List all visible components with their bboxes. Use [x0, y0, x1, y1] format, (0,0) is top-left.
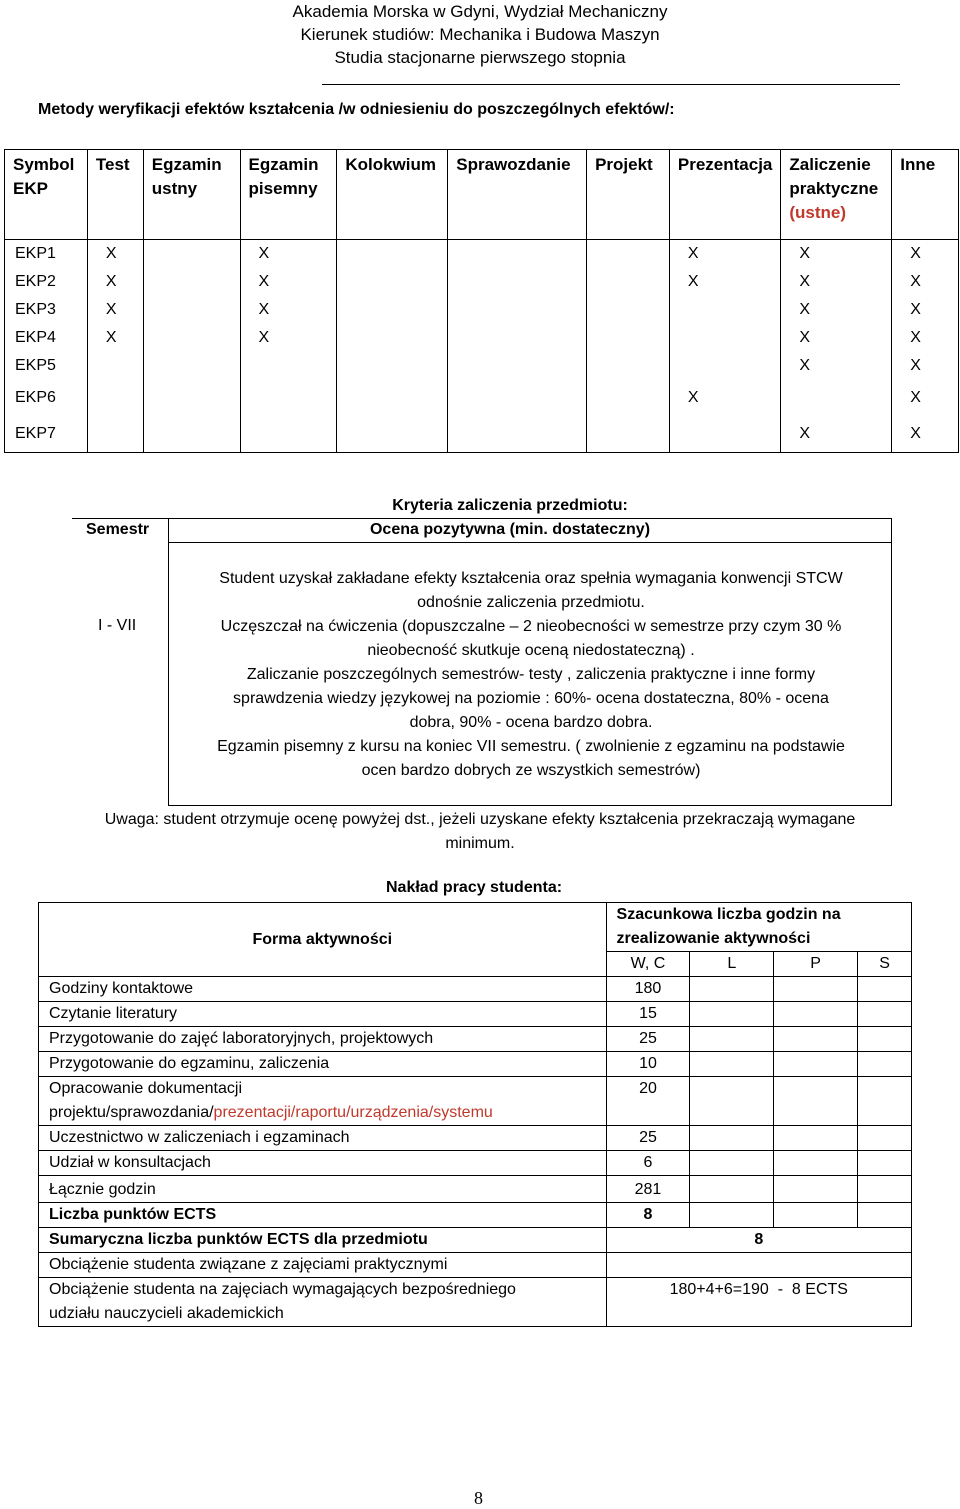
ekp-mark: X: [781, 352, 892, 380]
criteria-line: [168, 518, 169, 806]
subhdr-l: L: [690, 952, 774, 977]
ekp-mark: X: [669, 380, 781, 416]
criteria-line-text: ocen bardzo dobrych ze wszystkich semestrów): [361, 762, 701, 779]
ekp-mark: X: [240, 324, 337, 352]
subhdr-s: S: [858, 952, 912, 977]
ekp-symbol: EKP6: [5, 380, 88, 416]
ekp-mark: X: [240, 296, 337, 324]
col-colloquium: Kolokwium: [337, 150, 448, 240]
ekp-mark: [448, 324, 587, 352]
ekp-mark: X: [781, 416, 892, 453]
ekp-mark: [448, 296, 587, 324]
ekp-mark: [669, 296, 781, 324]
ekp-mark: [143, 296, 240, 324]
criteria-line: [168, 518, 892, 519]
col-symbol: Symbol EKP: [5, 150, 88, 240]
col-written-exam: Egzamin pisemny: [240, 150, 337, 240]
subhdr-wc: W, C: [606, 952, 690, 977]
ekp-mark: [143, 268, 240, 296]
ekp-mark: [448, 352, 587, 380]
ekp-mark: [669, 416, 781, 453]
ekp-mark: X: [892, 296, 959, 324]
ekp-mark: X: [87, 240, 143, 269]
table-row: [5, 352, 959, 380]
header-line-3: Studia stacjonarne pierwszego stopnia: [334, 48, 626, 67]
ekp-mark: [143, 352, 240, 380]
ekp-symbol: EKP2: [5, 268, 88, 296]
ekp-mark: [587, 268, 670, 296]
header-line-1: Akademia Morska w Gdyni, Wydział Mechaniczny: [292, 2, 668, 21]
criteria-subtitle: Ocena pozytywna (min. dostateczny): [369, 521, 651, 538]
table-row: Opracowanie dokumentacji projektu/sprawozdania/prezentacji/raportu/urządzenia/systemu 20: [39, 1077, 912, 1126]
ekp-mark: X: [781, 240, 892, 269]
ekp-symbol: EKP3: [5, 296, 88, 324]
header-line-2: Kierunek studiów: Mechanika i Budowa Maszyn: [300, 25, 660, 44]
table-row: Sumaryczna liczba punktów ECTS dla przedmiotu 8: [39, 1228, 912, 1253]
ekp-mark: [587, 240, 670, 269]
ekp-mark: [143, 380, 240, 416]
ekp-mark: [587, 324, 670, 352]
ekp-mark: X: [781, 324, 892, 352]
ekp-mark: [143, 324, 240, 352]
col-practical: Zaliczenie praktyczne (ustne): [781, 150, 892, 240]
ekp-mark: [587, 416, 670, 453]
ekp-symbol: EKP7: [5, 416, 88, 453]
table-row: Czytanie literatury 15: [39, 1002, 912, 1027]
ekp-mark: [337, 268, 448, 296]
ekp-mark: X: [669, 240, 781, 269]
criteria-body: [172, 567, 890, 783]
ekp-mark: [337, 296, 448, 324]
col-project: Projekt: [587, 150, 670, 240]
ekp-mark: X: [781, 268, 892, 296]
ekp-mark: [669, 324, 781, 352]
ekp-mark: [781, 380, 892, 416]
ekp-mark: [240, 352, 337, 380]
criteria-line-text: nieobecność skutkuje oceną niedostateczną) .: [367, 642, 695, 659]
ekp-mark: [143, 240, 240, 269]
col-test: Test: [87, 150, 143, 240]
doc-label: Opracowanie dokumentacji projektu/sprawozdania/prezentacji/raportu/urządzenia/systemu: [39, 1077, 607, 1126]
ekp-mark: [587, 352, 670, 380]
ekp-mark: [587, 296, 670, 324]
criteria-line-text: Uczęszczał na ćwiczenia (dopuszczalne – 2 nieobecności w semestrze przy czym 30 %: [220, 618, 842, 635]
ekp-mark: X: [892, 352, 959, 380]
ekp-mark: [448, 380, 587, 416]
criteria-line: [168, 805, 892, 806]
criteria-line-text: sprawdzenia wiedzy językowej na poziomie : 60%- ocena dostateczna, 80% - ocena: [233, 690, 829, 707]
ekp-mark: [87, 380, 143, 416]
table-row: [5, 268, 959, 296]
subhdr-p: P: [774, 952, 858, 977]
table-row: Liczba punktów ECTS 8: [39, 1203, 912, 1228]
col-report: Sprawozdanie: [448, 150, 587, 240]
ekp-mark: X: [892, 380, 959, 416]
ekp-symbol: EKP1: [5, 240, 88, 269]
table-row: [5, 416, 959, 453]
hours-label: Szacunkowa liczba godzin na zrealizowanie aktywności: [606, 903, 911, 952]
table-header-row: [5, 150, 959, 240]
criteria-line: [72, 518, 169, 519]
ekp-mark: X: [781, 296, 892, 324]
note-line-2: minimum.: [445, 835, 515, 852]
table-row: Łącznie godzin 281: [39, 1176, 912, 1203]
criteria-line-text: odnośnie zaliczenia przedmiotu.: [417, 594, 645, 611]
workload-table: [38, 902, 912, 1327]
ekp-mark: X: [87, 296, 143, 324]
col-oral-exam: Egzamin ustny: [143, 150, 240, 240]
verification-title: Metody weryfikacji efektów kształcenia /w odniesieniu do poszczególnych efektów/:: [38, 101, 675, 118]
ekp-mark: [87, 416, 143, 453]
ekp-mark: [143, 416, 240, 453]
criteria-line: [891, 518, 892, 806]
criteria-line-text: Zaliczanie poszczególnych semestrów- testy , zaliczenia praktyczne i inne formy: [246, 666, 816, 683]
ekp-mark: [448, 416, 587, 453]
criteria-line: [168, 542, 892, 543]
table-row: [5, 324, 959, 352]
page-number: 8: [474, 1488, 483, 1508]
ekp-mark: X: [87, 268, 143, 296]
ekp-symbol: EKP4: [5, 324, 88, 352]
table-row: Godziny kontaktowe 180: [39, 977, 912, 1002]
ekp-mark: [448, 268, 587, 296]
ekp-symbol: EKP5: [5, 352, 88, 380]
verification-table: [4, 149, 959, 453]
criteria-line-text: Egzamin pisemny z kursu na koniec VII semestru. ( zwolnienie z egzaminu na podstawie: [217, 738, 845, 755]
ekp-mark: [337, 324, 448, 352]
table-row: Przygotowanie do egzaminu, zaliczenia 10: [39, 1052, 912, 1077]
criteria-line-text: Student uzyskał zakładane efekty kształcenia oraz spełnia wymagania konwencji STCW: [219, 570, 843, 587]
ekp-mark: [337, 352, 448, 380]
ekp-mark: [240, 380, 337, 416]
ekp-mark: X: [669, 268, 781, 296]
table-row: [5, 240, 959, 269]
workload-title: Nakład pracy studenta:: [386, 879, 563, 896]
ekp-mark: [669, 352, 781, 380]
semester-label: Semestr: [86, 521, 150, 538]
ekp-mark: [448, 240, 587, 269]
ekp-mark: X: [87, 324, 143, 352]
col-other: Inne: [892, 150, 959, 240]
table-row: [5, 380, 959, 416]
criteria-line-text: dobra, 90% - ocena bardzo dobra.: [409, 714, 653, 731]
ekp-mark: [240, 416, 337, 453]
header-divider: [322, 84, 900, 85]
ekp-mark: X: [892, 268, 959, 296]
ekp-mark: X: [240, 240, 337, 269]
table-row: Obciążenie studenta na zajęciach wymagających bezpośredniego udziału nauczycieli akademickich 180+4+6=190 - 8 ECTS: [39, 1278, 912, 1327]
ekp-mark: [87, 352, 143, 380]
criteria-title: Kryteria zaliczenia przedmiotu:: [392, 497, 628, 514]
ekp-mark: [587, 380, 670, 416]
col-presentation: Prezentacja: [669, 150, 781, 240]
form-label: Forma aktywności: [39, 903, 607, 977]
criteria-note: [40, 808, 920, 856]
ekp-mark: [337, 240, 448, 269]
ekp-mark: [337, 380, 448, 416]
table-row: Przygotowanie do zajęć laboratoryjnych, projektowych 25: [39, 1027, 912, 1052]
ekp-mark: X: [892, 240, 959, 269]
table-row: Uczestnictwo w zaliczeniach i egzaminach 25: [39, 1126, 912, 1151]
ekp-mark: [337, 416, 448, 453]
table-row: [5, 296, 959, 324]
semester-value: I - VII: [98, 617, 137, 634]
note-line-1: Uwaga: student otrzymuje ocenę powyżej dst., jeżeli uzyskane efekty kształcenia przekraczają wymagane: [104, 811, 856, 828]
direct-label: Obciążenie studenta na zajęciach wymagających bezpośredniego udziału nauczycieli akademickich: [39, 1278, 607, 1327]
table-row: Udział w konsultacjach 6: [39, 1151, 912, 1176]
ekp-mark: X: [240, 268, 337, 296]
table-row: Obciążenie studenta związane z zajęciami praktycznymi: [39, 1253, 912, 1278]
ekp-mark: X: [892, 324, 959, 352]
ekp-mark: X: [892, 416, 959, 453]
